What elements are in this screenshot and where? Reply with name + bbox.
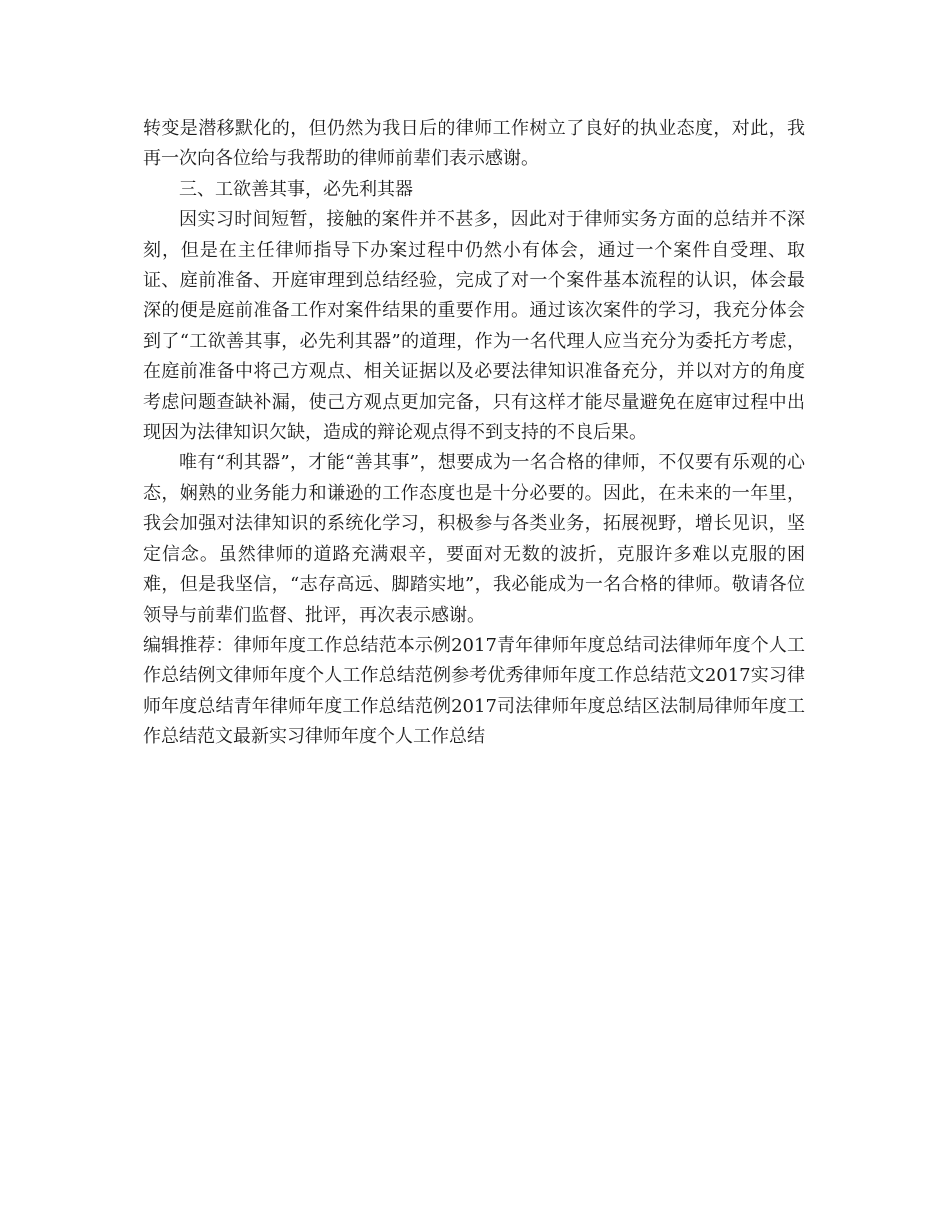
paragraph-body: 因实习时间短暂，接触的案件并不甚多，因此对于律师实务方面的总结并不深刻，但是在主任律师指导下办案过程中仍然小有体会，通过一个案件自受理、取证、庭前准备、开庭审理到总结经验，完成了对一个案件基本流程的认识，体会最深的便是庭前准备工作对案件结果的重要作用。通过该次案件的学习，我充分体会到了“工欲善其事，必先利其器”的道理，作为一名代理人应当充分为委托方考虑，在庭前准备中将己方观点、相关证据以及必要法律知识准备充分，并以对方的角度考虑问题查缺补漏，使己方观点更加完备，只有这样才能尽量避免在庭审过程中出现因为法律知识欠缺，造成的辩论观点得不到支持的不良后果。: [143, 209, 805, 444]
paragraph-continuation: 转变是潜移默化的，但仍然为我日后的律师工作树立了良好的执业态度，对此，我再一次向各位给与我帮助的律师前辈们表示感谢。: [143, 118, 805, 170]
document-page: [143, 114, 805, 753]
section-heading: 三、工欲善其事，必先利其器: [179, 178, 413, 200]
editor-recommendation: 编辑推荐：律师年度工作总结范本示例2017青年律师年度总结司法律师年度个人工作总结例文律师年度个人工作总结范例参考优秀律师年度工作总结范文2017实习律师年度总结青年律师年度工作总结范例2017司法律师年度总结区法制局律师年度工作总结范文最新实习律师年度个人工作总结: [143, 634, 805, 748]
paragraph-closing: 唯有“利其器”，才能“善其事”，想要成为一名合格的律师，不仅要有乐观的心态，娴熟的业务能力和谦逊的工作态度也是十分必要的。因此，在未来的一年里，我会加强对法律知识的系统化学习，积极参与各类业务，拓展视野，增长见识，坚定信念。虽然律师的道路充满艰辛，要面对无数的波折，克服许多难以克服的困难，但是我坚信，“志存高远、脚踏实地”，我必能成为一名合格的律师。敬请各位领导与前辈们监督、批评，再次表示感谢。: [143, 452, 805, 626]
